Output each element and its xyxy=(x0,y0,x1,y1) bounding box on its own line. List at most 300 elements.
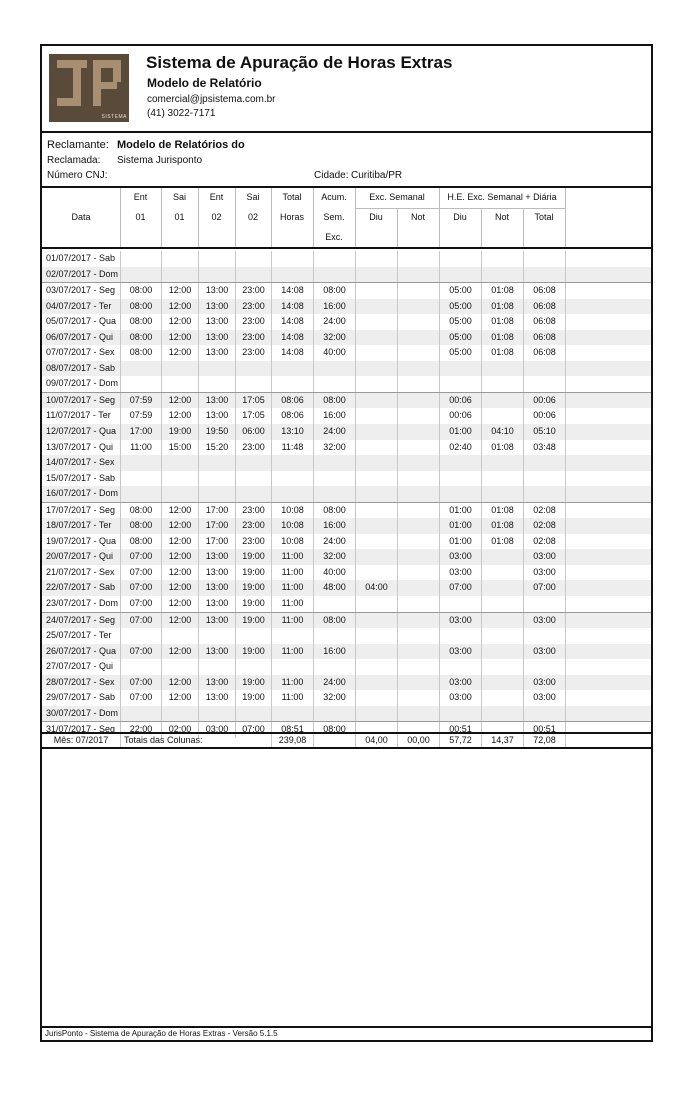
table-row xyxy=(42,612,651,629)
row-date: 09/07/2017 - Dom xyxy=(46,378,119,389)
row-cell xyxy=(235,471,271,487)
table-row xyxy=(42,549,651,565)
table-row xyxy=(42,596,651,612)
row-cell: 13:00 xyxy=(198,580,235,596)
row-cell: 06:00 xyxy=(235,424,271,440)
row-cell: 40:00 xyxy=(313,565,355,581)
row-cell xyxy=(161,486,198,502)
row-cell xyxy=(397,644,439,660)
row-cell xyxy=(355,299,397,315)
row-cell xyxy=(120,376,161,392)
row-cell: 23:00 xyxy=(235,283,271,299)
row-cell xyxy=(313,267,355,283)
row-cell: 03:00 xyxy=(439,644,481,660)
row-cell: 07:59 xyxy=(120,393,161,409)
row-cell: 07:59 xyxy=(120,408,161,424)
row-cell: 11:00 xyxy=(271,675,313,691)
row-cell xyxy=(120,659,161,675)
row-cell: 32:00 xyxy=(313,690,355,706)
row-cell xyxy=(355,690,397,706)
table-row xyxy=(42,376,651,392)
row-cell xyxy=(397,596,439,612)
row-cell xyxy=(439,251,481,267)
row-cell: 17:05 xyxy=(235,408,271,424)
row-cell: 07:00 xyxy=(120,690,161,706)
row-cell: 08:00 xyxy=(120,534,161,550)
row-cell: 07:00 xyxy=(235,722,271,738)
col-ent2-bottom: 02 xyxy=(211,212,222,222)
row-cell: 08:06 xyxy=(271,393,313,409)
row-cell xyxy=(198,659,235,675)
row-cell xyxy=(161,267,198,283)
row-cell xyxy=(235,659,271,675)
timesheet-rows xyxy=(42,251,651,738)
col-total-top: Total xyxy=(282,192,302,202)
row-cell: 22:00 xyxy=(120,722,161,738)
row-cell: 08:00 xyxy=(313,283,355,299)
row-cell xyxy=(481,565,523,581)
row-cell: 01:08 xyxy=(481,440,523,456)
row-cell xyxy=(198,486,235,502)
row-cell: 23:00 xyxy=(235,440,271,456)
row-date: 03/07/2017 - Seg xyxy=(46,285,116,296)
row-cell xyxy=(355,659,397,675)
row-cell xyxy=(313,455,355,471)
logo-caption: SISTEMA xyxy=(101,114,127,120)
row-cell xyxy=(439,706,481,722)
row-date: 10/07/2017 - Seg xyxy=(46,394,116,405)
row-cell xyxy=(439,596,481,612)
row-cell xyxy=(397,299,439,315)
row-cell: 24:00 xyxy=(313,424,355,440)
col-acum-2: Sem. xyxy=(323,212,345,222)
row-cell xyxy=(397,424,439,440)
row-cell: 02:08 xyxy=(523,503,565,519)
row-cell xyxy=(355,486,397,502)
row-cell: 01:08 xyxy=(481,283,523,299)
row-cell xyxy=(235,455,271,471)
row-cell xyxy=(355,534,397,550)
row-cell xyxy=(481,486,523,502)
row-cell xyxy=(271,659,313,675)
totals-row xyxy=(42,732,651,749)
row-cell: 12:00 xyxy=(161,393,198,409)
row-cell xyxy=(481,613,523,629)
row-cell xyxy=(120,471,161,487)
row-cell: 01:00 xyxy=(439,534,481,550)
row-date: 08/07/2017 - Sab xyxy=(46,362,116,373)
row-cell: 12:00 xyxy=(161,345,198,361)
row-cell: 19:00 xyxy=(235,690,271,706)
row-cell: 14:08 xyxy=(271,299,313,315)
row-cell: 03:00 xyxy=(523,549,565,565)
reclamada-value: Sistema Jurisponto xyxy=(117,155,203,166)
col-he-not: Not xyxy=(494,212,509,222)
row-cell xyxy=(355,503,397,519)
reclamante-label: Reclamante: xyxy=(47,139,109,151)
row-cell: 00:51 xyxy=(523,722,565,738)
row-cell: 05:00 xyxy=(439,345,481,361)
row-cell xyxy=(481,644,523,660)
row-cell: 04:10 xyxy=(481,424,523,440)
row-cell: 12:00 xyxy=(161,565,198,581)
row-cell xyxy=(397,628,439,644)
row-cell xyxy=(313,706,355,722)
report-page xyxy=(40,44,653,1042)
row-cell: 12:00 xyxy=(161,283,198,299)
report-subtitle: Modelo de Relatório xyxy=(147,76,262,90)
row-cell: 07:00 xyxy=(120,596,161,612)
row-cell: 01:08 xyxy=(481,345,523,361)
row-cell: 08:00 xyxy=(313,503,355,519)
table-row xyxy=(42,361,651,377)
row-cell: 13:00 xyxy=(198,393,235,409)
row-cell: 08:00 xyxy=(120,345,161,361)
row-cell xyxy=(120,628,161,644)
row-cell xyxy=(120,267,161,283)
row-cell: 01:08 xyxy=(481,330,523,346)
row-cell: 03:00 xyxy=(523,613,565,629)
row-cell: 12:00 xyxy=(161,549,198,565)
row-cell xyxy=(523,361,565,377)
row-cell xyxy=(523,628,565,644)
row-cell xyxy=(235,706,271,722)
report-title: Sistema de Apuração de Horas Extras xyxy=(146,53,453,72)
table-row xyxy=(42,314,651,330)
row-cell: 01:08 xyxy=(481,518,523,534)
row-date: 20/07/2017 - Qui xyxy=(46,551,114,562)
col-ent1-bottom: 01 xyxy=(135,212,146,222)
row-cell xyxy=(313,659,355,675)
row-date: 01/07/2017 - Sab xyxy=(46,253,116,263)
row-cell xyxy=(481,376,523,392)
row-cell: 40:00 xyxy=(313,345,355,361)
row-cell: 08:00 xyxy=(120,518,161,534)
row-cell xyxy=(523,376,565,392)
row-cell xyxy=(481,549,523,565)
row-cell: 02:40 xyxy=(439,440,481,456)
totals-he-diu: 57,72 xyxy=(439,734,481,747)
col-he-total: Total xyxy=(534,212,554,222)
company-logo xyxy=(49,54,129,122)
row-date: 26/07/2017 - Qua xyxy=(46,645,117,656)
row-cell: 00:06 xyxy=(439,393,481,409)
row-cell: 05:00 xyxy=(439,299,481,315)
row-cell: 16:00 xyxy=(313,299,355,315)
row-cell: 07:00 xyxy=(120,613,161,629)
row-cell: 24:00 xyxy=(313,534,355,550)
row-cell xyxy=(481,706,523,722)
row-cell xyxy=(161,659,198,675)
col-exc-not: Not xyxy=(410,212,425,222)
row-cell xyxy=(355,596,397,612)
row-cell xyxy=(235,376,271,392)
row-cell: 13:00 xyxy=(198,314,235,330)
row-cell: 03:00 xyxy=(198,722,235,738)
row-date: 16/07/2017 - Dom xyxy=(46,488,119,499)
row-cell xyxy=(397,613,439,629)
table-row xyxy=(42,659,651,675)
row-cell xyxy=(397,267,439,283)
row-cell xyxy=(397,408,439,424)
row-cell xyxy=(397,690,439,706)
row-cell xyxy=(481,361,523,377)
row-date: 13/07/2017 - Qui xyxy=(46,441,114,452)
row-cell xyxy=(439,267,481,283)
row-cell: 19:50 xyxy=(198,424,235,440)
row-cell: 06:08 xyxy=(523,330,565,346)
row-cell: 24:00 xyxy=(313,314,355,330)
table-row xyxy=(42,486,651,502)
row-cell xyxy=(271,267,313,283)
row-cell xyxy=(235,267,271,283)
table-row xyxy=(42,299,651,315)
row-cell xyxy=(481,455,523,471)
row-date: 18/07/2017 - Ter xyxy=(46,520,112,531)
row-cell: 08:00 xyxy=(120,503,161,519)
row-cell xyxy=(355,549,397,565)
row-cell: 14:08 xyxy=(271,345,313,361)
row-cell xyxy=(235,486,271,502)
row-cell xyxy=(355,283,397,299)
row-cell xyxy=(355,518,397,534)
row-cell xyxy=(198,706,235,722)
row-cell xyxy=(313,628,355,644)
row-cell: 07:00 xyxy=(439,580,481,596)
row-cell: 19:00 xyxy=(235,596,271,612)
row-cell: 16:00 xyxy=(313,408,355,424)
totals-exc-not: 00,00 xyxy=(397,734,439,747)
row-cell: 08:00 xyxy=(120,330,161,346)
row-cell: 17:00 xyxy=(198,518,235,534)
row-cell: 13:00 xyxy=(198,565,235,581)
row-cell: 07:00 xyxy=(120,565,161,581)
row-cell xyxy=(523,267,565,283)
row-cell xyxy=(439,376,481,392)
row-cell: 13:00 xyxy=(198,299,235,315)
row-cell: 13:10 xyxy=(271,424,313,440)
col-he-group: H.E. Exc. Semanal + Diária xyxy=(447,192,557,202)
row-cell: 12:00 xyxy=(161,596,198,612)
row-date: 06/07/2017 - Qui xyxy=(46,331,114,342)
row-cell xyxy=(397,393,439,409)
row-cell: 13:00 xyxy=(198,644,235,660)
row-cell: 13:00 xyxy=(198,345,235,361)
table-row xyxy=(42,424,651,440)
row-cell xyxy=(481,471,523,487)
table-row xyxy=(42,455,651,471)
table-row xyxy=(42,502,651,519)
table-row xyxy=(42,644,651,660)
row-cell xyxy=(397,486,439,502)
row-cell xyxy=(198,455,235,471)
row-cell xyxy=(198,471,235,487)
row-cell: 05:10 xyxy=(523,424,565,440)
row-cell xyxy=(355,644,397,660)
totals-label: Totais das Colunas: xyxy=(120,734,271,747)
row-cell: 03:00 xyxy=(439,549,481,565)
table-row xyxy=(42,471,651,487)
row-cell: 16:00 xyxy=(313,518,355,534)
row-cell xyxy=(355,330,397,346)
row-cell xyxy=(355,565,397,581)
totals-total-horas: 239,08 xyxy=(271,734,313,747)
report-header xyxy=(42,46,651,133)
col-exc-diu: Diu xyxy=(369,212,383,222)
row-cell: 13:00 xyxy=(198,330,235,346)
row-cell: 01:08 xyxy=(481,314,523,330)
row-cell: 12:00 xyxy=(161,518,198,534)
row-cell: 13:00 xyxy=(198,408,235,424)
row-cell xyxy=(397,534,439,550)
row-cell: 12:00 xyxy=(161,330,198,346)
col-sai1-bottom: 01 xyxy=(174,212,185,222)
row-cell xyxy=(481,251,523,267)
totals-he-not: 14,37 xyxy=(481,734,523,747)
row-date: 14/07/2017 - Sex xyxy=(46,457,115,468)
row-cell: 08:00 xyxy=(313,393,355,409)
totals-exc-diu: 04,00 xyxy=(355,734,397,747)
row-cell xyxy=(120,251,161,267)
row-date: 22/07/2017 - Sab xyxy=(46,582,116,593)
row-cell: 03:00 xyxy=(439,613,481,629)
row-date: 30/07/2017 - Dom xyxy=(46,707,119,718)
row-date: 12/07/2017 - Qua xyxy=(46,426,117,437)
row-cell: 12:00 xyxy=(161,314,198,330)
row-cell: 06:08 xyxy=(523,345,565,361)
row-cell: 03:48 xyxy=(523,440,565,456)
row-cell: 00:06 xyxy=(523,408,565,424)
row-cell: 12:00 xyxy=(161,644,198,660)
row-cell xyxy=(235,628,271,644)
row-date: 17/07/2017 - Seg xyxy=(46,504,116,515)
row-cell: 12:00 xyxy=(161,299,198,315)
row-cell xyxy=(397,361,439,377)
row-cell xyxy=(161,471,198,487)
row-cell: 14:08 xyxy=(271,314,313,330)
row-cell xyxy=(271,361,313,377)
row-cell xyxy=(271,471,313,487)
row-cell: 07:00 xyxy=(120,549,161,565)
reclamante-value: Modelo de Relatórios do xyxy=(117,139,245,151)
row-cell: 03:00 xyxy=(523,644,565,660)
col-acum-3: Exc. xyxy=(325,232,343,242)
row-date: 28/07/2017 - Sex xyxy=(46,676,115,687)
row-cell xyxy=(313,376,355,392)
totals-month: Mês: 07/2017 xyxy=(53,735,109,745)
col-ent2-top: Ent xyxy=(209,192,224,202)
row-cell: 23:00 xyxy=(235,534,271,550)
row-cell: 11:00 xyxy=(120,440,161,456)
row-cell: 07:00 xyxy=(523,580,565,596)
row-cell: 05:00 xyxy=(439,283,481,299)
totals-acum xyxy=(313,734,355,747)
row-cell: 02:08 xyxy=(523,518,565,534)
row-cell xyxy=(397,345,439,361)
row-cell: 13:00 xyxy=(198,613,235,629)
row-cell: 03:00 xyxy=(523,675,565,691)
row-cell xyxy=(355,408,397,424)
row-cell xyxy=(397,330,439,346)
row-cell: 19:00 xyxy=(235,580,271,596)
table-row xyxy=(42,251,651,267)
row-cell: 11:00 xyxy=(271,644,313,660)
row-cell xyxy=(161,251,198,267)
cidade-label: Cidade: xyxy=(314,170,349,181)
row-cell xyxy=(397,706,439,722)
row-cell: 15:00 xyxy=(161,440,198,456)
row-cell xyxy=(397,440,439,456)
row-cell xyxy=(397,251,439,267)
table-row xyxy=(42,408,651,424)
row-cell xyxy=(523,471,565,487)
table-row xyxy=(42,392,651,409)
row-date: 05/07/2017 - Qua xyxy=(46,316,117,327)
row-cell: 00:06 xyxy=(523,393,565,409)
row-cell: 11:00 xyxy=(271,549,313,565)
row-cell: 12:00 xyxy=(161,675,198,691)
row-cell xyxy=(355,251,397,267)
table-row xyxy=(42,440,651,456)
row-cell: 01:08 xyxy=(481,534,523,550)
row-cell: 07:00 xyxy=(120,675,161,691)
row-cell: 01:00 xyxy=(439,503,481,519)
row-cell: 01:08 xyxy=(481,299,523,315)
table-row xyxy=(42,330,651,346)
row-cell: 08:06 xyxy=(271,408,313,424)
row-cell xyxy=(120,361,161,377)
row-cell: 00:51 xyxy=(439,722,481,738)
row-cell: 02:00 xyxy=(161,722,198,738)
row-date: 23/07/2017 - Dom xyxy=(46,598,119,609)
row-cell xyxy=(523,706,565,722)
table-row xyxy=(42,345,651,361)
row-cell: 23:00 xyxy=(235,503,271,519)
row-cell xyxy=(313,361,355,377)
row-cell: 05:00 xyxy=(439,314,481,330)
row-cell: 06:08 xyxy=(523,299,565,315)
col-ent1-top: Ent xyxy=(133,192,148,202)
row-cell xyxy=(481,659,523,675)
table-row xyxy=(42,690,651,706)
row-cell: 03:00 xyxy=(523,565,565,581)
row-cell xyxy=(198,628,235,644)
row-cell: 07:00 xyxy=(120,644,161,660)
row-cell: 24:00 xyxy=(313,675,355,691)
row-date: 27/07/2017 - Qui xyxy=(46,661,114,672)
table-row xyxy=(42,282,651,299)
row-cell xyxy=(120,486,161,502)
row-cell: 19:00 xyxy=(235,565,271,581)
row-cell xyxy=(397,503,439,519)
row-cell xyxy=(271,376,313,392)
cnj-label: Número CNJ: xyxy=(47,170,108,181)
row-cell xyxy=(271,455,313,471)
row-cell: 05:00 xyxy=(439,330,481,346)
row-date: 02/07/2017 - Dom xyxy=(46,268,119,279)
col-sai2-bottom: 02 xyxy=(247,212,258,222)
row-cell xyxy=(439,659,481,675)
row-cell xyxy=(355,393,397,409)
row-cell xyxy=(161,628,198,644)
row-cell: 08:00 xyxy=(313,613,355,629)
row-cell xyxy=(120,455,161,471)
row-cell xyxy=(355,267,397,283)
row-cell xyxy=(439,471,481,487)
row-cell xyxy=(397,283,439,299)
row-cell: 12:00 xyxy=(161,690,198,706)
row-cell xyxy=(523,251,565,267)
